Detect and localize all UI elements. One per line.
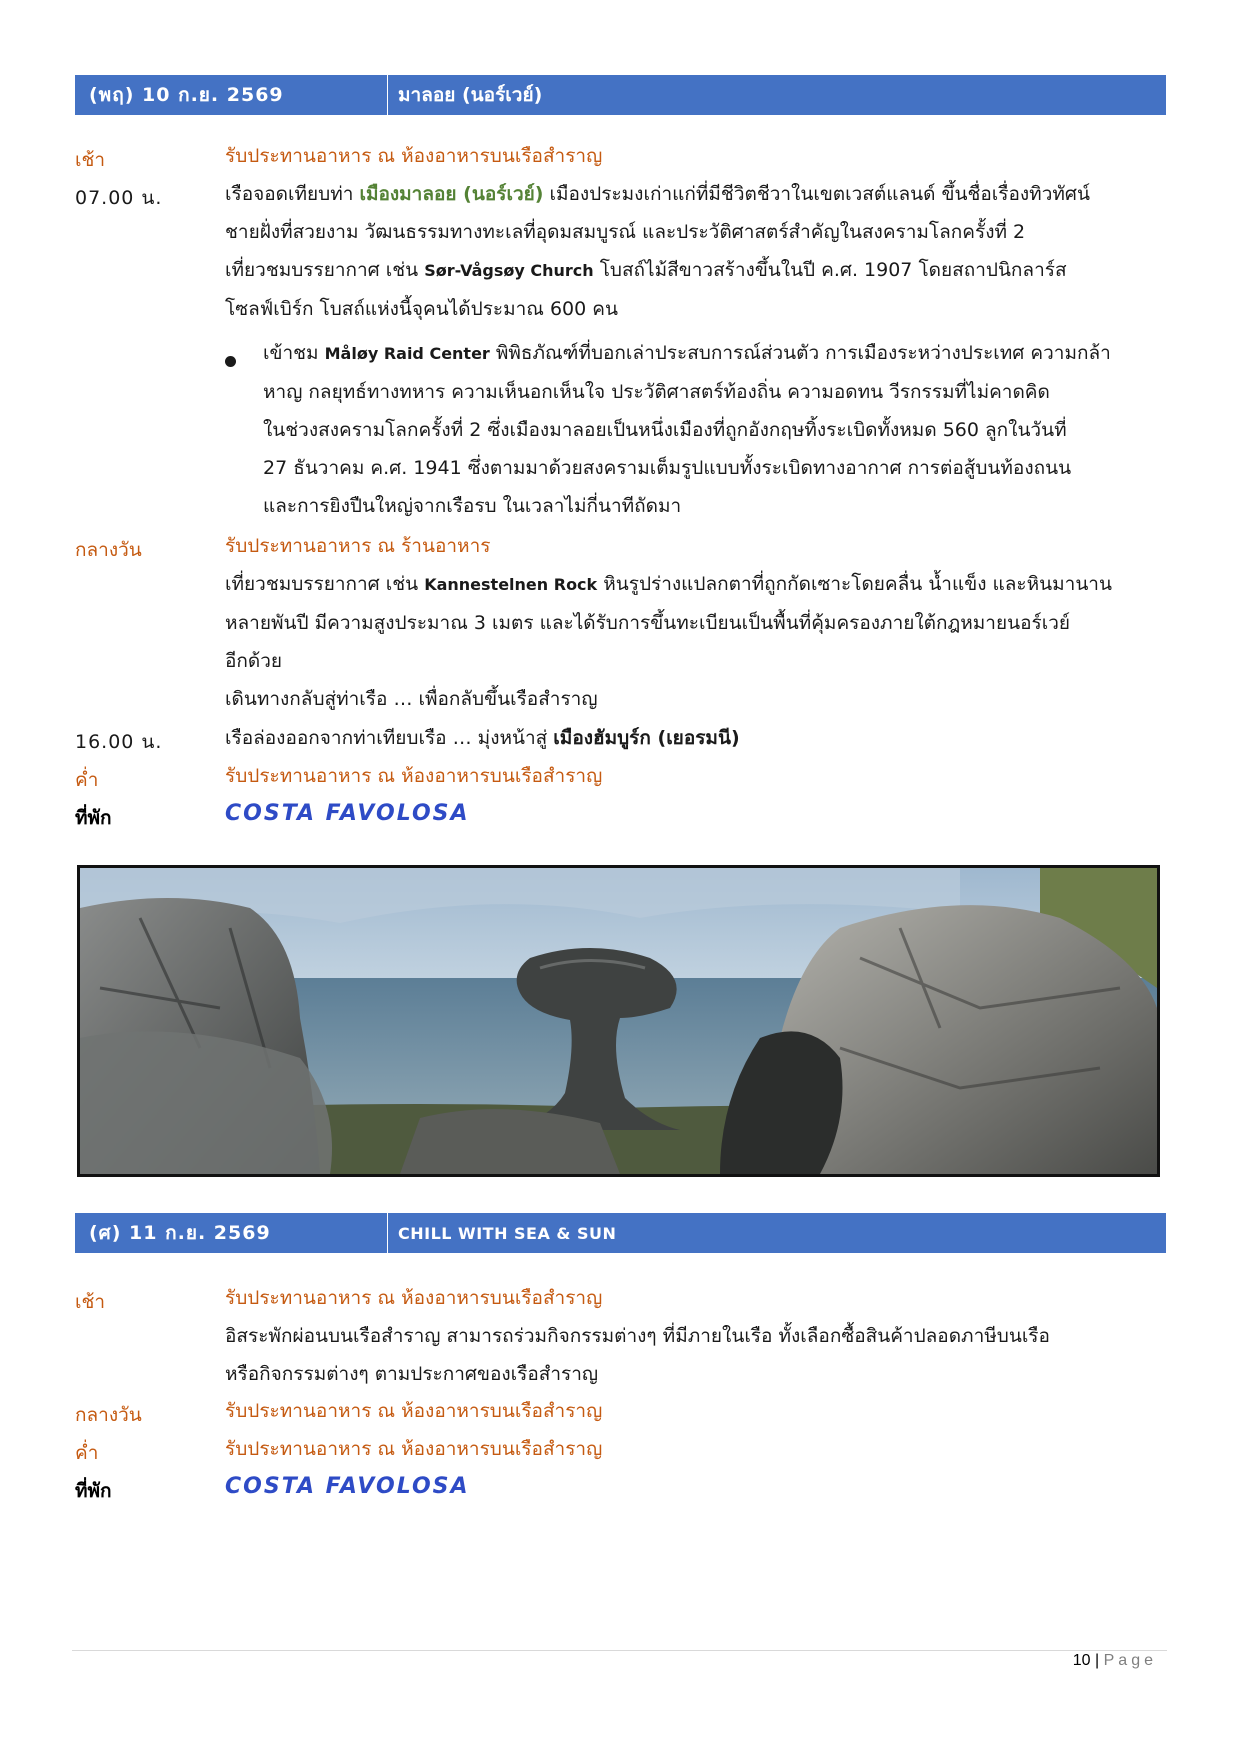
text-line: ชายฝั่งที่สวยงาม วัฒนธรรมทางทะเลที่อุดมสมบูรณ์ และประวัติศาสตร์สำคัญในสงครามโลกครั้งที่ 2 <box>225 221 1026 243</box>
page-label: Page <box>1103 1652 1157 1669</box>
day2-breakfast-row <box>75 1287 1166 1317</box>
day1-dinner-row <box>75 765 1166 795</box>
text-line <box>225 175 1166 213</box>
day2-dinner-row <box>75 1438 1166 1468</box>
ship-name-text: COSTA FAVOLOSA <box>225 801 470 826</box>
text-line: หาญ กลยุทธ์ทางทหาร ความเห็นอกเห็นใจ ประวัติศาสตร์ท้องถิ่น ความอดทน วีรกรรมที่ไม่คาดคิด <box>263 381 1050 403</box>
day1-0700-text <box>225 175 1166 328</box>
dinner-text: รับประทานอาหาร ณ ห้องอาหารบนเรือสำราญ <box>225 1438 603 1460</box>
text-span: โบสถ์ไม้สีขาวสร้างขึ้นในปี ค.ศ. 1907 โดยสถาปนิกลาร์ส <box>593 259 1067 281</box>
ship-name-text: COSTA FAVOLOSA <box>225 1474 470 1499</box>
lunch-label: กลางวัน <box>75 539 142 561</box>
bullet-icon <box>225 356 236 367</box>
footer-divider <box>72 1650 1167 1651</box>
page-footer <box>1073 1652 1157 1670</box>
breakfast-label: เช้า <box>75 1291 106 1313</box>
time-label: 16.00 น. <box>75 731 163 753</box>
day1-1600-text <box>225 719 1166 757</box>
text-line: อิสระพักผ่อนบนเรือสำราญ สามารถร่วมกิจกรรมต่างๆ ที่มีภายในเรือ ทั้งเลือกซื้อสินค้าปลอดภาษีบนเรือ <box>225 1325 1050 1347</box>
text-line: อีกด้วย <box>225 650 283 672</box>
text-line <box>263 334 1166 373</box>
city-highlight: เมืองมาลอย (นอร์เวย์) <box>359 183 544 205</box>
lunch-label: กลางวัน <box>75 1404 142 1426</box>
breakfast-text: รับประทานอาหาร ณ ห้องอาหารบนเรือสำราญ <box>225 1287 603 1309</box>
day2-title: CHILL WITH SEA & SUN <box>398 1223 617 1243</box>
lunch-text: รับประทานอาหาร ณ ห้องอาหารบนเรือสำราญ <box>225 1400 603 1422</box>
text-span: เข้าชม <box>263 342 325 364</box>
day1-1600-row <box>75 727 1166 757</box>
breakfast-label: เช้า <box>75 149 106 171</box>
day1-date: (พฤ) 10 ก.ย. 2569 <box>89 84 284 106</box>
text-line: ในช่วงสงครามโลกครั้งที่ 2 ซึ่งเมืองมาลอยเป็นหนึ่งเมืองที่ถูกอังกฤษทิ้งระเบิดทั้งหมด 560 ลูกในวันที่ <box>263 419 1067 441</box>
day1-title: มาลอย (นอร์เวย์) <box>398 84 543 106</box>
day1-stay-row <box>75 803 1166 833</box>
stay-label: ที่พัก <box>75 1480 112 1502</box>
kannestelnen-rock-photo <box>77 865 1160 1177</box>
text-line: เดินทางกลับสู่ท่าเรือ … เพื่อกลับขึ้นเรือสำราญ <box>225 688 598 710</box>
text-span: เมืองประมงเก่าแก่ที่มีชีวิตชีวาในเขตเวสต์แลนด์ ขึ้นชื่อเรื่องทิวทัศน์ <box>543 183 1090 205</box>
free-time-text <box>225 1317 1166 1393</box>
text-span: เที่ยวชมบรรยากาศ เช่น <box>225 259 425 281</box>
day1-header <box>75 75 1166 115</box>
breakfast-text: รับประทานอาหาร ณ ห้องอาหารบนเรือสำราญ <box>225 145 603 167</box>
ship-name <box>225 1468 1166 1506</box>
text-line: และการยิงปืนใหญ่จากเรือรบ ในเวลาไม่กี่นาทีถัดมา <box>263 495 682 517</box>
text-line <box>225 565 1166 604</box>
time-label: 07.00 น. <box>75 187 163 209</box>
text-span: เรือจอดเทียบท่า <box>225 183 360 205</box>
text-span: เที่ยวชมบรรยากาศ เช่น <box>225 573 425 595</box>
day2-date: (ศ) 11 ก.ย. 2569 <box>89 1222 271 1244</box>
lunch-detail-text <box>225 565 1166 718</box>
dinner-label: ค่ำ <box>75 769 99 791</box>
bullet-text <box>263 334 1166 525</box>
day2-lunch-row <box>75 1400 1166 1430</box>
rock-name: Kannestelnen Rock <box>424 575 598 594</box>
text-span: เรือล่องออกจากท่าเทียบเรือ … มุ่งหน้าสู่ <box>225 727 554 749</box>
text-line: 27 ธันวาคม ค.ศ. 1941 ซึ่งตามมาด้วยสงครามเต็มรูปแบบทั้งระเบิดทางอากาศ การต่อสู้บนท้องถนน <box>263 457 1072 479</box>
text-span: หินรูปร่างแปลกตาที่ถูกกัดเซาะโดยคลื่น น้ำแข็ง และหินมานาน <box>597 573 1112 595</box>
page-number: 10 <box>1072 1652 1091 1669</box>
day1-lunch-row <box>75 535 1166 565</box>
text-line: หลายพันปี มีความสูงประมาณ 3 เมตร และได้รับการขึ้นทะเบียนเป็นพื้นที่คุ้มครองภายใต้กฎหมายนอร์เวย์ <box>225 612 1070 634</box>
church-name: Sør-Vågsøy Church <box>424 261 594 280</box>
lunch-text: รับประทานอาหาร ณ ร้านอาหาร <box>225 535 491 557</box>
day2-stay-row <box>75 1476 1166 1506</box>
text-line: โซลฟ์เบิร์ก โบสถ์แห่งนี้จุคนได้ประมาณ 600 คน <box>225 298 618 320</box>
day1-breakfast-row <box>75 145 1166 175</box>
museum-name: Måløy Raid Center <box>324 344 490 363</box>
text-span: พิพิธภัณฑ์ที่บอกเล่าประสบการณ์ส่วนตัว การเมืองระหว่างประเทศ ความกล้า <box>489 342 1111 364</box>
footer-separator: | <box>1095 1652 1100 1669</box>
dinner-text: รับประทานอาหาร ณ ห้องอาหารบนเรือสำราญ <box>225 765 603 787</box>
day2-header <box>75 1213 1166 1253</box>
dinner-label: ค่ำ <box>75 1442 99 1464</box>
text-line <box>225 251 1166 290</box>
stay-label: ที่พัก <box>75 807 112 829</box>
day1-0700-row <box>75 183 1166 320</box>
text-line: หรือกิจกรรมต่างๆ ตามประกาศของเรือสำราญ <box>225 1363 599 1385</box>
landscape-image <box>80 868 1157 1174</box>
ship-name <box>225 795 1166 833</box>
destination-city: เมืองฮัมบูร์ก (เยอรมนี) <box>553 727 740 749</box>
